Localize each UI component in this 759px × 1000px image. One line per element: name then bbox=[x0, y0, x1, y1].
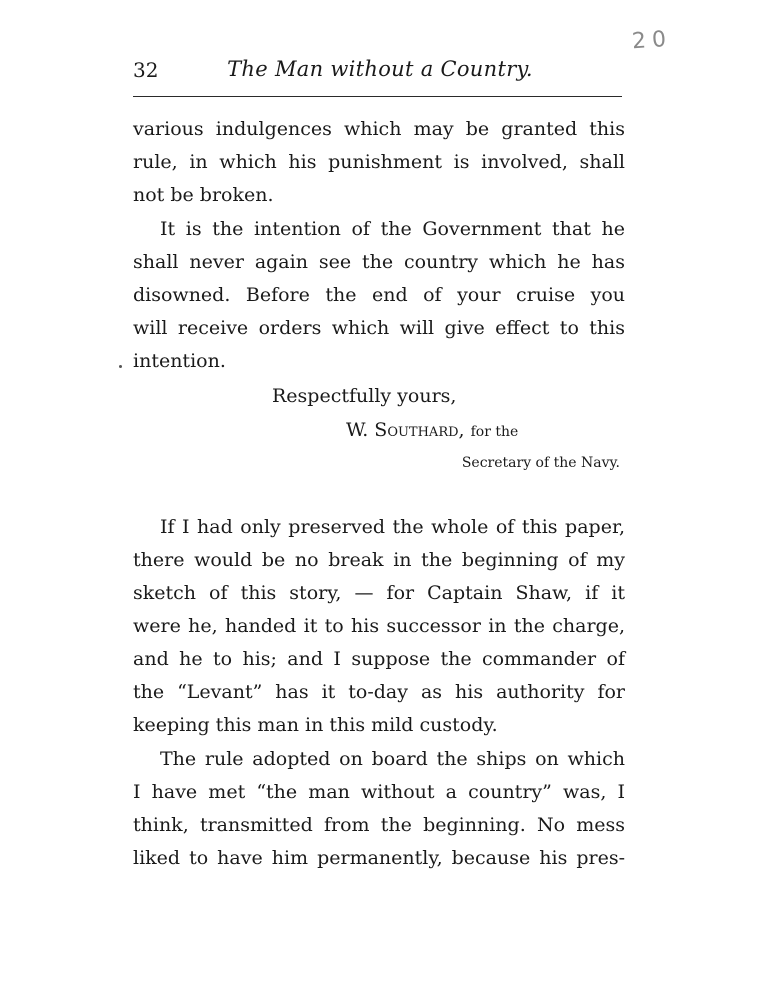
signer-name: Southard, bbox=[374, 419, 465, 441]
header-rule bbox=[133, 96, 622, 97]
text-line: rule, in which his punishment is involved, shall bbox=[133, 151, 625, 173]
text-line: I have met “the man without a country” was, I bbox=[133, 781, 625, 803]
text-line: not be broken. bbox=[133, 184, 274, 206]
text-line: keeping this man in this mild custody. bbox=[133, 714, 498, 736]
running-title: The Man without a Country. bbox=[227, 57, 533, 81]
signer-for: for the bbox=[470, 424, 519, 440]
text-line: liked to have him permanently, because his pres- bbox=[133, 847, 625, 869]
signer-initial: W. bbox=[346, 419, 369, 441]
text-line: various indulgences which may be granted this bbox=[133, 118, 625, 140]
text-line: sketch of this story, — for Captain Shaw, if it bbox=[133, 582, 625, 604]
text-line: were he, handed it to his successor in the charge, bbox=[133, 615, 625, 637]
text-line: the “Levant” has it to-day as his authority for bbox=[133, 681, 625, 703]
text-line: If I had only preserved the whole of this paper, bbox=[160, 516, 625, 538]
handwritten-folio-mark: 20 bbox=[631, 26, 673, 55]
text-line: disowned. Before the end of your cruise you bbox=[133, 284, 625, 306]
signer-title: Secretary of the Navy. bbox=[461, 455, 620, 471]
signer-line bbox=[346, 414, 518, 449]
text-line: It is the intention of the Government that he bbox=[160, 218, 625, 240]
text-line: and he to his; and I suppose the commander of bbox=[133, 648, 625, 670]
text-line: The rule adopted on board the ships on which bbox=[160, 748, 625, 770]
page-number: 32 bbox=[133, 58, 159, 82]
text-line: think, transmitted from the beginning. No mess bbox=[133, 814, 625, 836]
narrative-paragraph-paper bbox=[133, 511, 625, 742]
text-line: shall never again see the country which he has bbox=[133, 251, 625, 273]
text-line: will receive orders which will give effect to this bbox=[133, 317, 625, 339]
letter-closing: Respectfully yours, bbox=[272, 385, 457, 407]
text-line: there would be no break in the beginning of my bbox=[133, 549, 625, 571]
text-line: intention. bbox=[133, 350, 226, 372]
letter-paragraph-intention bbox=[133, 213, 625, 378]
narrative-paragraph-rule bbox=[133, 743, 625, 875]
letter-paragraph-continued bbox=[133, 113, 625, 212]
margin-speck bbox=[119, 365, 122, 368]
